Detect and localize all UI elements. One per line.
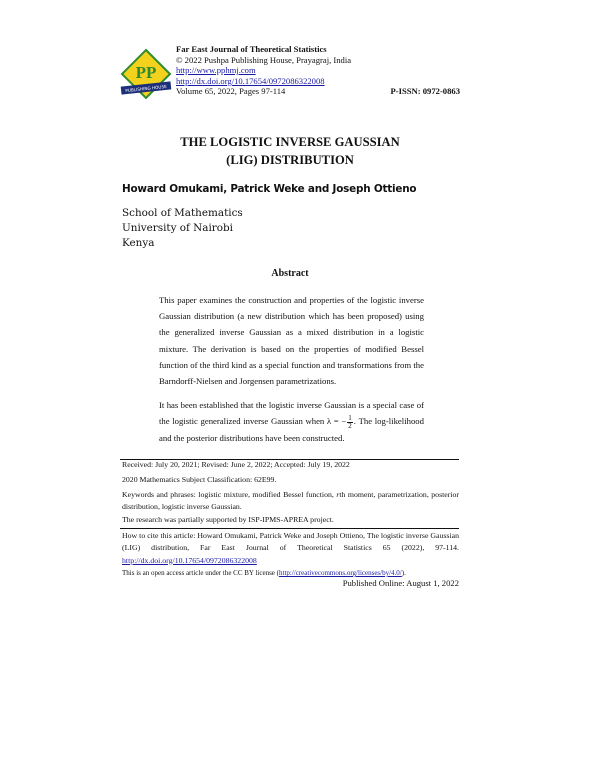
license-note: This is an open access article under the CC BY license (http://creativecommons.org/licenses/by/4.0/).: [122, 569, 406, 577]
affiliation-line: Kenya: [122, 237, 155, 249]
abstract-paragraph-1: This paper examines the construction and properties of the logistic inverse Gaussian distribution (a new distribution which has been proposed) using the generalized inverse Gaussian as a mixed distribution in a logistic mixture. The derivation is based on the properties of modified Bessel function of the third kind as a special function and transformations from the Barndorff-Nielsen and Jorgensen parametrizations.: [159, 295, 424, 387]
funding-note: The research was partially supported by ISP-IPMS-APREA project.: [122, 515, 334, 524]
cite-doi-link[interactable]: http://dx.doi.org/10.17654/0972086322008: [122, 555, 257, 565]
doi-link[interactable]: http://dx.doi.org/10.17654/0972086322008: [176, 75, 325, 86]
journal-name: Far East Journal of Theoretical Statistics: [176, 44, 327, 54]
copyright-line: © 2022 Pushpa Publishing House, Prayagraj, India: [176, 54, 352, 65]
svg-text:PUBLISHING HOUSE: PUBLISHING HOUSE: [125, 83, 168, 94]
affiliation-line: University of Nairobi: [122, 222, 233, 234]
paper-title: [120, 133, 460, 169]
publisher-logo: [120, 48, 172, 100]
issn: P-ISSN: 0972-0863: [390, 86, 460, 97]
affiliation-line: School of Mathematics: [122, 207, 243, 219]
published-online: Published Online: August 1, 2022: [342, 578, 459, 588]
fraction-numerator: 1: [348, 413, 352, 422]
authors: Howard Omukami, Patrick Weke and Joseph Ottieno: [122, 183, 417, 195]
abstract-paragraph-2: It has been established that the logistic inverse Gaussian is a special case of the logistic generalized inverse Gaussian when λ = − $\frac{1}{2}$ . The log-likelihood and the posterior distributions have been constructed.: [159, 400, 424, 443]
affiliation: [122, 206, 243, 251]
citation-divider: [120, 528, 459, 529]
fraction: [347, 415, 353, 430]
journal-header: [176, 44, 460, 97]
svg-text:PP: PP: [135, 63, 157, 82]
keywords: Keywords and phrases: logistic mixture, modified Bessel function, rth moment, parametrization, posterior distribution, logistic inverse Gaussian.: [122, 490, 459, 512]
title-line-2: (LIG) DISTRIBUTION: [226, 153, 354, 167]
volume-pages: Volume 65, 2022, Pages 97-114: [176, 86, 286, 97]
fraction-denominator: 2: [348, 421, 352, 430]
license-link[interactable]: http://creativecommons.org/licenses/by/4.0/: [279, 569, 402, 577]
received-dates: Received: July 20, 2021; Revised: June 2, 2022; Accepted: July 19, 2022: [122, 460, 350, 469]
journal-website-link[interactable]: http://www.pphmj.com: [176, 65, 256, 76]
title-line-1: THE LOGISTIC INVERSE GAUSSIAN: [180, 135, 400, 149]
how-to-cite: How to cite this article: Howard Omukami, Patrick Weke and Joseph Ottieno, The logistic inverse Gaussian (LIG) distribution, Far East Journal of Theoretical Statistics 65 (2022), 97-114. http://dx.doi.org/10.17654/0972086322008: [122, 531, 459, 565]
msc-classification: 2020 Mathematics Subject Classification: 62E99.: [122, 475, 277, 484]
abstract-heading: Abstract: [271, 268, 309, 279]
abstract-body: [159, 292, 424, 446]
